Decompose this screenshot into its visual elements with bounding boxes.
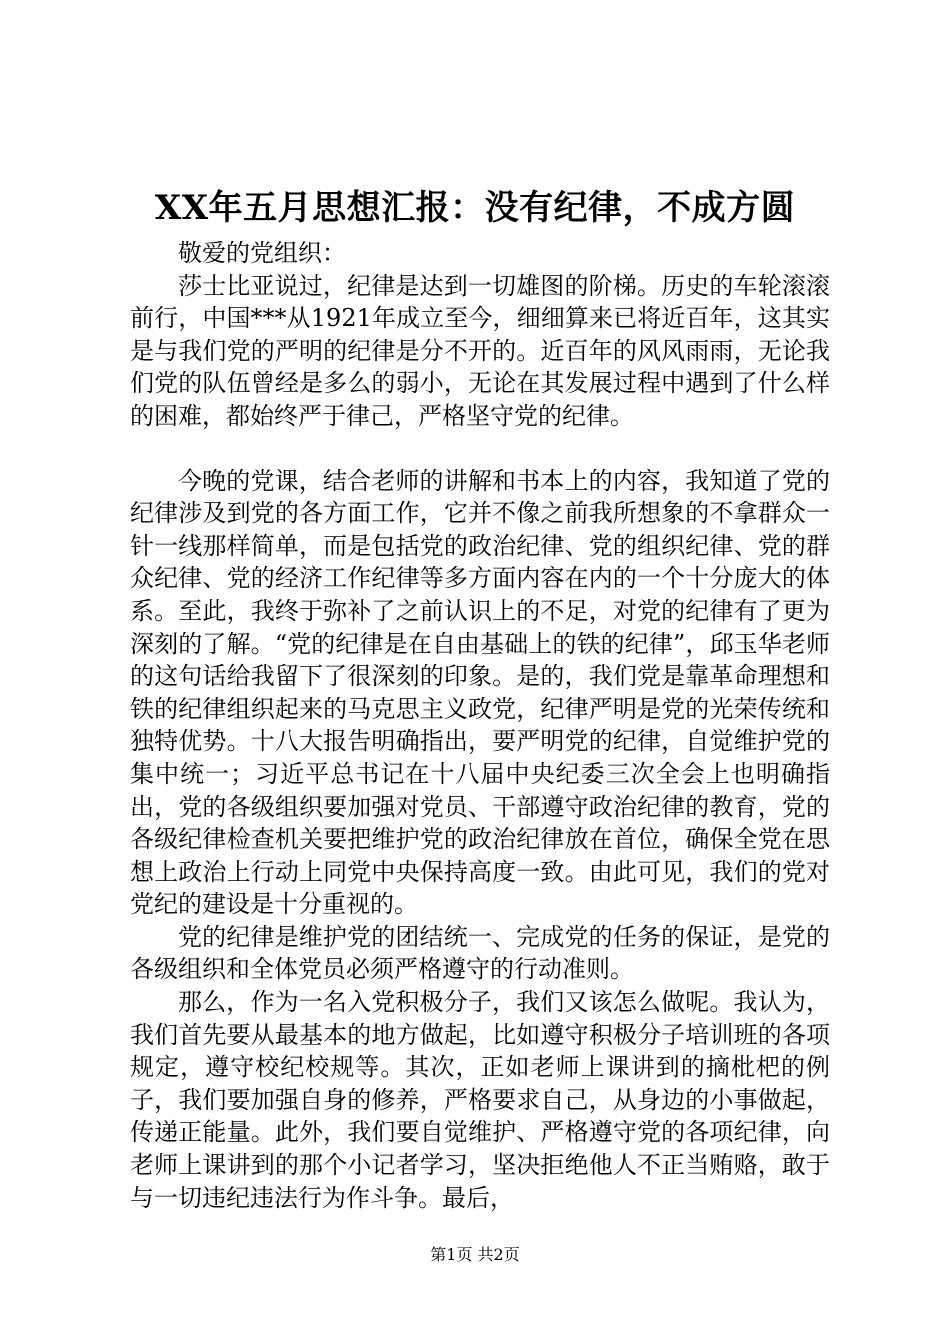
document-title: XX年五月思想汇报：没有纪律，不成方圆: [154, 188, 796, 228]
salutation: 敬爱的党组织：: [178, 239, 346, 267]
paragraph-3: 党的纪律是维护党的团结统一、完成党的任务的保证，是党的各级组织和全体党员必须严格遵守的行动准则。: [130, 922, 830, 984]
paragraph-2: 今晚的党课，结合老师的讲解和书本上的内容，我知道了党的纪律涉及到党的各方面工作，它并不像之前我所想象的不拿群众一针一线那样简单，而是包括党的政治纪律、党的组织纪律、党的群众纪律、党的经济工作纪律等多方面内容在内的一个十分庞大的体系。至此，我终于弥补了之前认识上的不足，对党的纪律有了更为深刻的了解。“党的纪律是在自由基础上的铁的纪律”，邱玉华老师的这句话给我留下了很深刻的印象。是的，我们党是靠革命理想和铁的纪律组织起来的马克思主义政党，纪律严明是党的光荣传统和独特优势。十八大报告明确指出，要严明党的纪律，自觉维护党的集中统一；习近平总书记在十八届中央纪委三次全会上也明确指出，党的各级组织要加强对党员、干部遵守政治纪律的教育，党的各级纪律检查机关要把维护党的政治纪律放在首位，确保全党在思想上政治上行动上同党中央保持高度一致。由此可见，我们的党对党纪的建设是十分重视的。: [130, 466, 830, 919]
document-body: [130, 237, 830, 1214]
page-footer: 第1页 共2页: [430, 1245, 520, 1264]
paragraph-4: 那么，作为一名入党积极分子，我们又该怎么做呢。我认为，我们首先要从最基本的地方做起，比如遵守积极分子培训班的各项规定，遵守校纪校规等。其次，正如老师上课讲到的摘枇杷的例子，我们要加强自身的修养，严格要求自己，从身边的小事做起，传递正能量。此外，我们要自觉维护、严格遵守党的各项纪律，向老师上课讲到的那个小记者学习，坚决拒绝他人不正当贿赂，敢于与一切违纪违法行为作斗争。最后，: [130, 988, 830, 1212]
paragraph-1: 莎士比亚说过，纪律是达到一切雄图的阶梯。历史的车轮滚滚前行，中国***从1921年成立至今，细细算来已将近百年，这其实是与我们党的严明的纪律是分不开的。近百年的风风雨雨，无论我们党的队伍曾经是多么的弱小，无论在其发展过程中遇到了什么样的困难，都始终严于律己，严格坚守党的纪律。: [130, 271, 830, 430]
